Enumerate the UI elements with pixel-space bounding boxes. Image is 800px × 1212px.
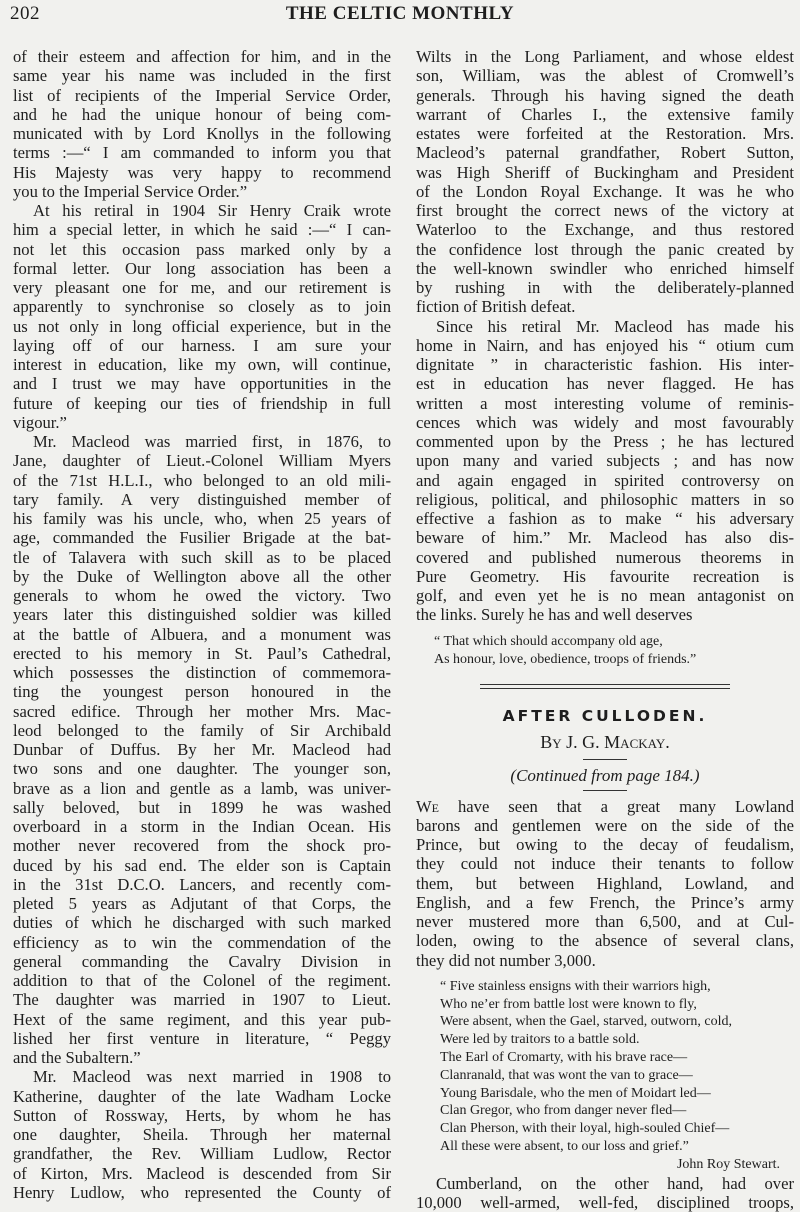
text-line: effective a fashion as to make “ his adversary xyxy=(416,509,794,528)
text-line: and the Subaltern.” xyxy=(13,1048,141,1067)
text-line: Jane, daughter of Lieut.-Colonel William Myers xyxy=(13,451,391,471)
text-line: All these were absent, to our loss and grief.” xyxy=(440,1138,689,1154)
text-line: generals. Through his having signed the death xyxy=(416,85,794,105)
text-line: brave as a lion and gentle as a lamb, was univer- xyxy=(13,778,391,798)
text-line: We have seen that a great many Lowland xyxy=(416,796,794,816)
text-line: never mustered more than 6,500, and at Cul- xyxy=(416,912,794,931)
text-line: Wilts in the Long Parliament, and whose eldest xyxy=(416,47,794,66)
text-line: the confidence lost through the panic created by xyxy=(416,239,794,259)
article-title: AFTER CULLODEN. xyxy=(502,706,708,725)
text-line: sally beloved, but in 1899 he was washed xyxy=(13,797,391,817)
text-line: written a most interesting volume of reminis- xyxy=(416,393,794,413)
text-line: not let this occasion pass marked only by a xyxy=(13,239,391,259)
text-line: one daughter, Sheila. Through her maternal xyxy=(13,1125,391,1144)
text-line: grandfather, the Rev. William Ludlow, Rector xyxy=(13,1144,391,1164)
continued-rule xyxy=(583,790,627,791)
right-column xyxy=(416,47,794,1212)
text-line: overboard in a storm in the Indian Ocean. His xyxy=(13,817,391,836)
text-line: erected to his memory in St. Paul’s Cathedral, xyxy=(13,643,391,663)
text-line: 10,000 well-armed, well-fed, disciplined troops, xyxy=(416,1192,794,1212)
text-line: home in Nairn, and has enjoyed his “ otium cum xyxy=(416,335,794,355)
text-line: two sons and one daughter. The younger son, xyxy=(13,759,391,779)
article-intro xyxy=(416,797,794,970)
lead-word: We xyxy=(416,796,439,816)
text-line: Hext of the same regiment, and this year pub- xyxy=(13,1009,391,1029)
text-line: Were absent, when the Gael, starved, outworn, cold, xyxy=(440,1014,732,1030)
poem-attribution: John Roy Stewart. xyxy=(676,1156,780,1172)
text-line: list of recipients of the Imperial Service Order, xyxy=(13,85,391,105)
text-line: Were led by traitors to a battle sold. xyxy=(440,1032,640,1048)
running-title: THE CELTIC MONTHLY xyxy=(285,3,515,24)
text-line: interest in education, like my own, will continue, xyxy=(13,355,391,374)
text-line: warrant of Charles I., the extensive family xyxy=(416,104,794,124)
text-line: duced by his sad end. The elder son is Captain xyxy=(13,855,391,875)
text-line: mother never recovered from the shock pro- xyxy=(13,836,391,856)
text-line: vigour.” xyxy=(13,412,67,432)
poem xyxy=(416,978,794,1156)
text-line: age, commanded the Fusilier Brigade at the bat- xyxy=(13,528,391,548)
text-line: efficiency as to win the commendation of the xyxy=(13,932,391,952)
text-line: Katherine, daughter of the late Wadham Locke xyxy=(13,1086,391,1106)
text-line: ting the youngest person honoured in the xyxy=(13,682,391,702)
text-line: Clan Pherson, with their loyal, high-souled Chief— xyxy=(440,1121,730,1137)
text-line: first brought the correct news of the victory at xyxy=(416,201,794,220)
text-line: Pure Geometry. His favourite recreation is xyxy=(416,566,794,586)
text-line: you to the Imperial Service Order.” xyxy=(13,181,248,201)
text-line: of their esteem and affection for him, and in the xyxy=(13,47,391,66)
text-line: they did not number 3,000. xyxy=(416,950,596,970)
text-line: of the London Royal Exchange. It was he who xyxy=(416,181,794,201)
text-line: them, but between Highland, Lowland, and xyxy=(416,873,794,893)
text-line: Macleod’s paternal grandfather, Robert Sutton, xyxy=(416,143,794,163)
text-line: dignitate ” in characteristic fashion. His inter- xyxy=(416,355,794,374)
text-line: by rushing in with the deliberately-planned xyxy=(416,278,794,297)
text-line: leod belonged to the family of Sir Archibald xyxy=(13,720,391,740)
text-line: and I trust we may have opportunities in the xyxy=(13,374,391,394)
text-line: pleted 5 years as Adjutant of that Corps, the xyxy=(13,894,391,913)
continued-note: (Continued from page 184.) xyxy=(510,765,700,785)
text-line: tle of Talavera with such skill as to be placed xyxy=(13,547,391,567)
text-line: by the Duke of Wellington above all the other xyxy=(13,566,391,586)
text-line: Young Barisdale, who the men of Moidart led— xyxy=(440,1085,711,1101)
text-line: future of keeping our ties of friendship in full xyxy=(13,393,391,413)
text-line: of Kirton, Mrs. Macleod is descended from Sir xyxy=(13,1163,391,1183)
text-line: Since his retiral Mr. Macleod has made his xyxy=(436,316,794,336)
text-line: formal letter. Our long association has been a xyxy=(13,258,391,278)
text-line: and again engaged in spirited controversy on xyxy=(416,470,794,490)
text-line: Prince, but owing to the decay of feudalism, xyxy=(416,835,794,854)
text-line: municated with by Lord Knollys in the following xyxy=(13,124,391,143)
text-line: At his retiral in 1904 Sir Henry Craik wrote xyxy=(33,201,391,220)
text-line: duties of which he discharged with such marked xyxy=(13,913,391,933)
text-line: beware of him.” Mr. Macleod has also dis- xyxy=(416,528,794,548)
text-line: general commanding the Cavalry Division in xyxy=(13,951,391,971)
text-line: His Majesty was very happy to recommend xyxy=(13,162,391,182)
text-line: tary family. A very distinguished member of xyxy=(13,489,391,509)
text-line: at the battle of Albuera, and a monument was xyxy=(13,624,391,644)
article-byline: By J. G. Mackay. xyxy=(540,731,670,752)
text-line: fiction of British defeat. xyxy=(416,297,576,317)
text-line: us not only in long official experience, but in the xyxy=(13,316,391,336)
text-line: sacred edifice. Through her mother Mrs. Mac- xyxy=(13,701,391,721)
text-line: golf, and even yet he is no mean antagonist on xyxy=(416,586,794,605)
byline-rule xyxy=(583,759,627,760)
article-paragraph xyxy=(416,1174,794,1212)
text-line: terms :—“ I am commanded to inform you that xyxy=(13,143,391,163)
text-line: same year his name was included in the first xyxy=(13,66,391,86)
text-line: they could not induce their tenants to follow xyxy=(416,854,794,874)
text-line: English, and a few French, the Prince’s army xyxy=(416,892,794,912)
text-line: addition to that of the Colonel of the regiment. xyxy=(13,971,391,990)
text-line: Dunbar of Duffus. By her Mr. Macleod had xyxy=(13,740,391,759)
text-line: his family was his uncle, who, when 25 years of xyxy=(13,509,391,528)
text-line: religious, political, and philosophic matters in so xyxy=(416,489,794,509)
closing-quote xyxy=(416,633,794,670)
text-line: Clan Gregor, who from danger never fled— xyxy=(440,1103,687,1119)
text-line: him a special letter, in which he said :—“ I can- xyxy=(13,220,391,240)
text-line: was High Sheriff of Buckingham and President xyxy=(416,162,794,182)
text-line: est in education has never flagged. He has xyxy=(416,374,794,394)
text-line: cences which was widely and most favourably xyxy=(416,412,794,432)
text-line: The daughter was married in 1907 to Lieut. xyxy=(13,990,391,1010)
text-line: “ Five stainless ensigns with their warriors high, xyxy=(440,978,711,994)
text-line: Mr. Macleod was next married in 1908 to xyxy=(33,1067,391,1087)
page-number: 202 xyxy=(10,3,40,24)
text-line: upon many and varied subjects ; and has now xyxy=(416,451,794,471)
text-line: the well-known swindler who enriched himself xyxy=(416,258,794,278)
left-column xyxy=(13,47,391,1202)
text-line: Waterloo to the Exchange, and thus restored xyxy=(416,220,794,240)
text-line: As honour, love, obedience, troops of friends.” xyxy=(434,652,697,667)
text-line: Who ne’er from battle lost were known to fly, xyxy=(440,996,697,1012)
text-line: estates were forfeited at the Restoration. Mrs. xyxy=(416,124,794,143)
text-line: Cumberland, on the other hand, had over xyxy=(436,1173,794,1193)
text-line: and he had the unique honour of being com- xyxy=(13,104,391,124)
text-line: which possesses the distinction of commemora- xyxy=(13,663,391,682)
text-line: lished her first venture in literature, “ Peggy xyxy=(13,1028,391,1048)
text-line: in the 31st D.C.O. Lancers, and recently com- xyxy=(13,874,391,894)
text-line: barons and gentlemen were on the side of the xyxy=(416,815,794,835)
text-line: Clanranald, that was wont the van to grace— xyxy=(440,1067,693,1083)
text-line: very pleasant one for me, and our retirement is xyxy=(13,278,391,297)
text-line: apparently to synchronise so closely as to join xyxy=(13,297,391,317)
text-line: laying off of our harness. I am sure your xyxy=(13,335,391,355)
text-line: son, William, was the ablest of Cromwell’s xyxy=(416,66,794,86)
text-line: covered and published numerous theorems in xyxy=(416,547,794,567)
text-line: the links. Surely he has and well deserves xyxy=(416,605,693,625)
text-line: generals to whom he owed the victory. Two xyxy=(13,586,391,605)
text-line: loden, owing to the absence of several clans, xyxy=(416,931,794,951)
text-line: commented upon by the Press ; he has lectured xyxy=(416,432,794,451)
text-line: of the 71st H.L.I., who belonged to an old mili- xyxy=(13,470,391,490)
text-line: Henry Ludlow, who represented the County of xyxy=(13,1182,391,1202)
macleod-continued-text xyxy=(416,47,794,625)
text-line: “ That which should accompany old age, xyxy=(434,633,663,649)
text-line: years later this distinguished soldier was killed xyxy=(13,605,391,625)
section-divider xyxy=(480,684,730,689)
text-line: Sutton of Rossway, Herts, by whom he has xyxy=(13,1105,391,1125)
text-line: Mr. Macleod was married first, in 1876, to xyxy=(33,432,391,451)
text-line: The Earl of Cromarty, with his brave race— xyxy=(440,1049,688,1065)
